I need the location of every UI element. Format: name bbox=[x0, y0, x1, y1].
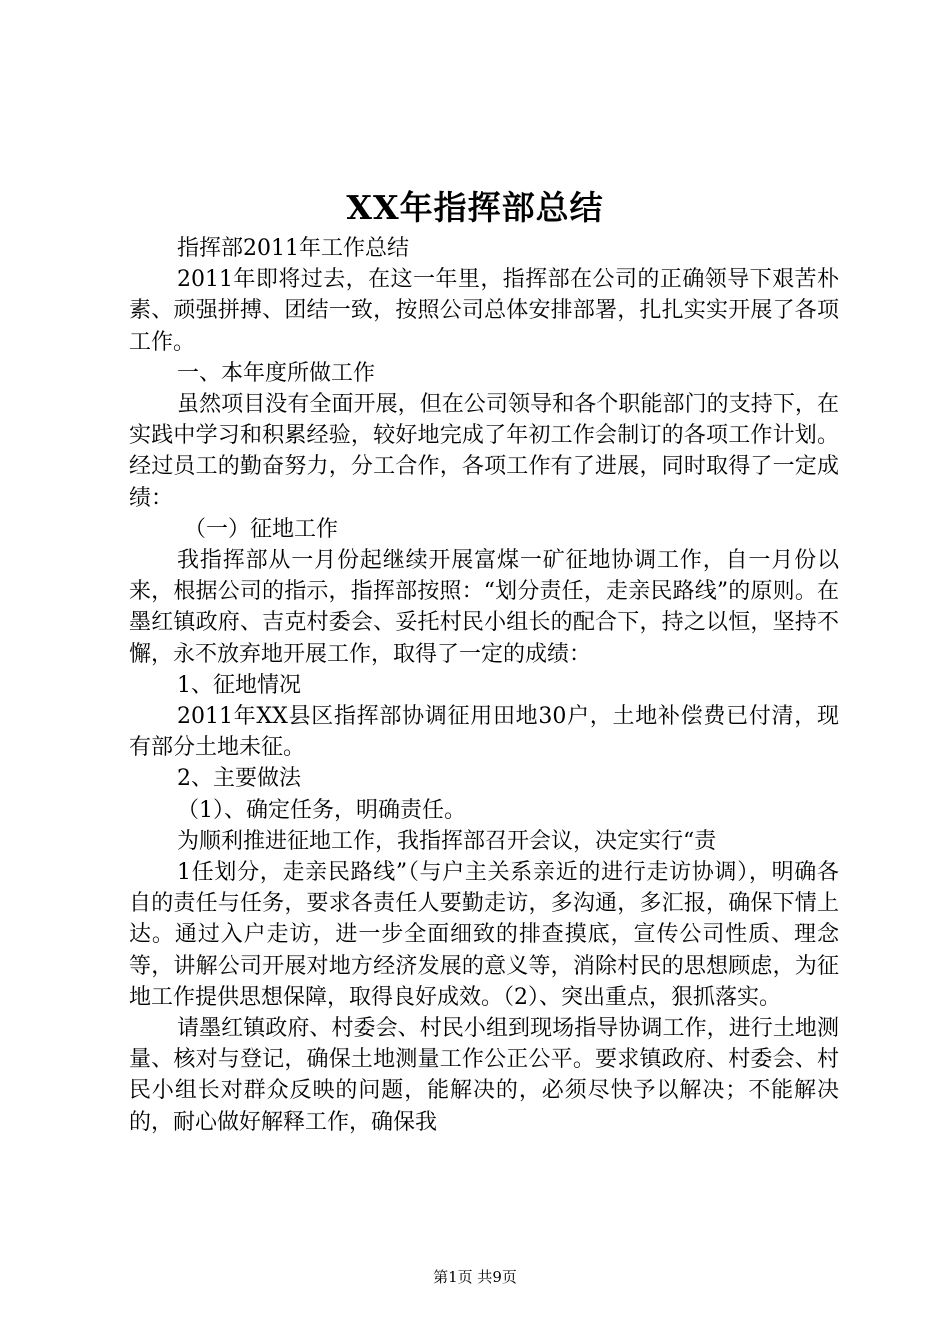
paragraph: 请墨红镇政府、村委会、村民小组到现场指导协调工作，进行土地测量、核对与登记，确保土地测量工作公正公平。要求镇政府、村委会、村民小组长对群众反映的问题，能解决的，必须尽快予以解决；不能解决的，耐心做好解释工作，确保我 bbox=[129, 1016, 839, 1135]
paragraph: 2011年XX县区指挥部协调征用田地30户，土地补偿费已付清，现有部分土地未征。 bbox=[129, 704, 839, 761]
paragraph: 为顺利推进征地工作，我指挥部召开会议，决定实行“责 bbox=[177, 828, 717, 854]
paragraph: 1任划分，走亲民路线”（与户主关系亲近的进行走访协调），明确各自的责任与任务，要求各责任人要勤走访，多沟通，多汇报，确保下情上达。通过入户走访，进一步全面细致的排查摸底，宣传公司性质、理念等，讲解公司开展对地方经济发展的意义等，消除村民的思想顾虑，为征地工作提供思想保障，取得良好成效。（2）、突出重点，狠抓落实。 bbox=[129, 860, 839, 1010]
paragraph: 指挥部2011年工作总结 bbox=[177, 236, 409, 261]
paragraph: 我指挥部从一月份起继续开展富煤一矿征地协调工作，自一月份以来，根据公司的指示，指挥部按照：“划分责任，走亲民路线”的原则。在墨红镇政府、吉克村委会、妥托村民小组长的配合下，持之以恒，坚持不懈，永不放弃地开展工作，取得了一定的成绩： bbox=[129, 548, 839, 667]
list-heading: 2、主要做法 bbox=[177, 766, 301, 792]
paragraph: 虽然项目没有全面开展，但在公司领导和各个职能部门的支持下，在实践中学习和积累经验，较好地完成了年初工作会制订的各项工作计划。经过员工的勤奋努力，分工合作，各项工作有了进展，同时取得了一定成绩： bbox=[129, 392, 839, 511]
paragraph: 2011年即将过去，在这一年里，指挥部在公司的正确领导下艰苦朴素、顽强拼搏、团结一致，按照公司总体安排部署，扎扎实实开展了各项工作。 bbox=[129, 267, 839, 355]
document-title: XX年指挥部总结 bbox=[346, 188, 604, 227]
page-footer: 第1页 共9页 bbox=[433, 1268, 517, 1286]
document-body bbox=[129, 233, 839, 1138]
subsection-heading: （一）征地工作 bbox=[184, 516, 339, 542]
section-heading: 一、本年度所做工作 bbox=[177, 360, 376, 386]
list-heading: 1、征地情况 bbox=[177, 672, 301, 698]
list-heading: （1）、确定任务，明确责任。 bbox=[177, 797, 466, 823]
